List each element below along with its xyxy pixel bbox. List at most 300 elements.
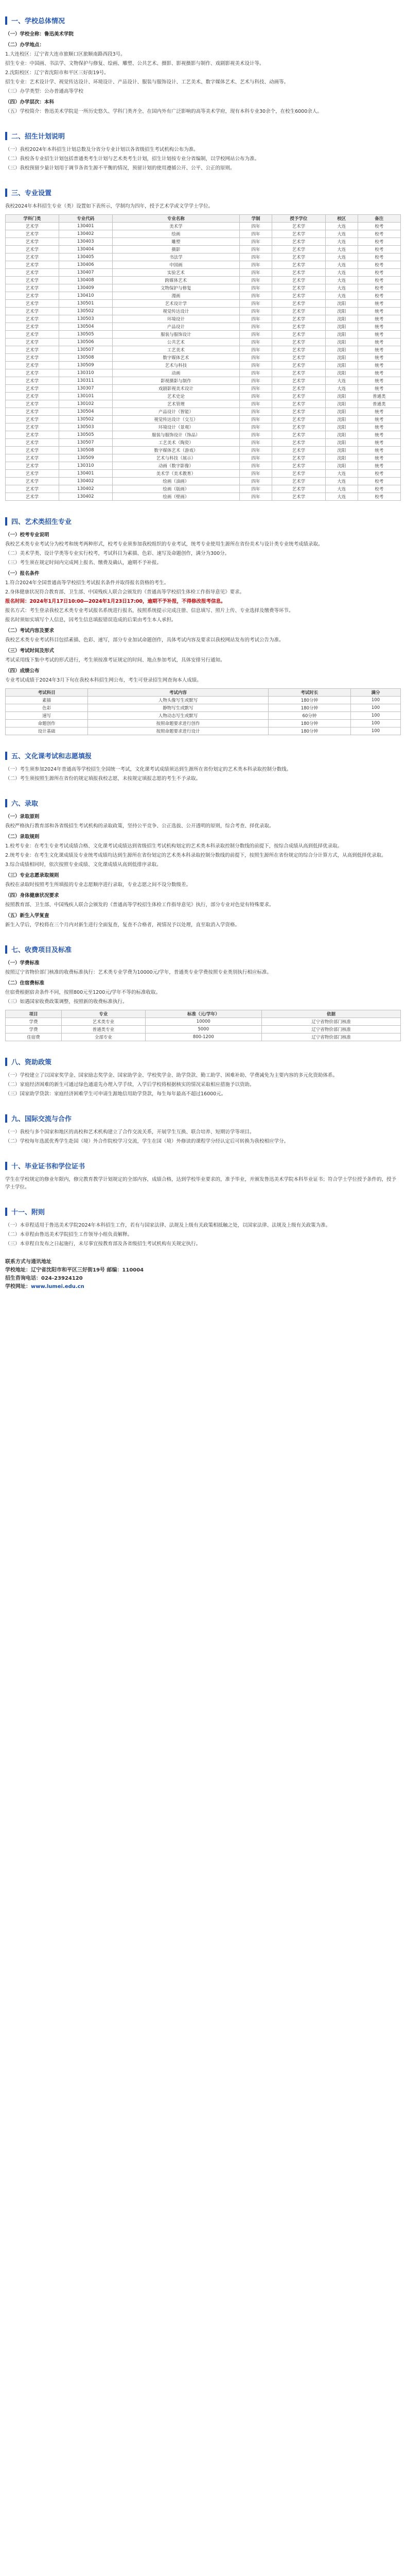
table-cell: 统考 <box>358 323 400 331</box>
paragraph: （二）我校各专业招生计划包括普通类考生计划与艺术类考生计划，招生计划按专业分省编制，以学校网站公布为准。 <box>5 156 260 162</box>
table-cell: 统考 <box>358 362 400 369</box>
paragraph: （二）录取规则 <box>5 834 40 840</box>
contact-website-label: 学校网址： <box>5 1284 31 1290</box>
table-cell: 艺术学 <box>272 315 325 323</box>
table-cell: 艺术管理 <box>112 400 239 408</box>
table-cell: 视觉传达设计 <box>112 308 239 315</box>
table-row <box>6 431 401 439</box>
section-header <box>5 516 401 526</box>
section-header <box>5 188 401 197</box>
table-cell: 艺术学 <box>272 447 325 454</box>
table-header-cell: 考试时长 <box>268 689 350 697</box>
table-cell: 艺术学 <box>6 315 59 323</box>
paragraph: （三）专业志愿录取规则 <box>5 873 59 878</box>
table-cell: 艺术与科技 <box>112 362 239 369</box>
table-cell: 180分钟 <box>268 720 350 727</box>
table-cell: 数字媒体艺术 <box>112 354 239 362</box>
paragraph: 我校在录取时按照考生所填报的专业志愿顺序进行录取，专业志愿之间不设分数级差。 <box>5 882 191 888</box>
table-header-cell: 专业 <box>62 1010 146 1018</box>
table-cell: 艺术学 <box>6 354 59 362</box>
table-cell: 沈阳 <box>325 454 358 462</box>
table-cell: 四年 <box>240 338 272 346</box>
table-cell: 180分钟 <box>268 704 350 712</box>
table-cell: 艺术学 <box>272 230 325 238</box>
paragraph: 新生入学后，学校将在三个月内对新生进行全面复查，复查不合格者，视情况予以处理，直至取消入学资格。 <box>5 922 240 928</box>
table-cell: 四年 <box>240 385 272 393</box>
table-row <box>6 261 401 269</box>
table-cell: 四年 <box>240 315 272 323</box>
table-cell: 180分钟 <box>268 697 350 704</box>
table-cell: 艺术学 <box>272 462 325 470</box>
paragraph: 考试采用线下集中考试的形式进行，考生须按准考证规定的时间、地点参加考试，具体安排另行通知。 <box>5 657 225 663</box>
table-cell: 普通类 <box>358 393 400 400</box>
table-cell: 沈阳 <box>325 439 358 447</box>
table-row <box>6 292 401 300</box>
table-cell: 艺术学 <box>6 246 59 253</box>
table-cell: 工艺美术 <box>112 346 239 354</box>
table-cell: 四年 <box>240 300 272 308</box>
table-cell: 校考 <box>358 292 400 300</box>
table-cell: 数字媒体艺术（游戏） <box>112 447 239 454</box>
paragraph: （一）校考专业说明 <box>5 532 49 538</box>
table-cell: 人物头像写生或默写 <box>88 697 268 704</box>
table-cell: 校考 <box>358 246 400 253</box>
table-cell: 文物保护与修复 <box>112 284 239 292</box>
table-cell: 100 <box>351 704 401 712</box>
table-cell: 美术学 <box>112 223 239 230</box>
table-cell: 艺术学 <box>272 470 325 478</box>
table-cell: 130404 <box>59 246 112 253</box>
paragraph: （五）新生入学复查 <box>5 913 49 919</box>
table-cell: 大连 <box>325 261 358 269</box>
section-5 <box>5 751 401 783</box>
table-cell: 130401 <box>59 470 112 478</box>
table-row <box>6 277 401 284</box>
table-cell: 130402 <box>59 478 112 485</box>
table-cell: 公共艺术 <box>112 338 239 346</box>
table-row <box>6 377 401 385</box>
table-cell: 大连 <box>325 493 358 501</box>
table-cell: 视觉传达设计（交互） <box>112 416 239 423</box>
paragraph: （四）身体健康状况要求 <box>5 893 59 899</box>
table-cell: 命题创作 <box>6 720 88 727</box>
table-cell: 艺术学 <box>6 230 59 238</box>
table-cell: 艺术学 <box>6 470 59 478</box>
table-cell: 艺术学 <box>6 292 59 300</box>
table-cell: 60分钟 <box>268 712 350 720</box>
table-cell: 大连 <box>325 269 358 277</box>
section-header <box>5 1161 401 1171</box>
table-row <box>6 230 401 238</box>
table-cell: 130401 <box>59 223 112 230</box>
table-cell: 大连 <box>325 470 358 478</box>
table-cell: 130506 <box>59 338 112 346</box>
paragraph: 报名时须如实填写个人信息，因考生信息填报错误造成的后果由考生本人承担。 <box>5 617 176 623</box>
table-cell: 100 <box>351 727 401 735</box>
table-cell: 沈阳 <box>325 315 358 323</box>
table-cell: 艺术学 <box>272 338 325 346</box>
table-header-cell: 考试内容 <box>88 689 268 697</box>
table-cell: 沈阳 <box>325 462 358 470</box>
table-cell: 沈阳 <box>325 408 358 416</box>
table-cell: 130102 <box>59 400 112 408</box>
table-cell: 四年 <box>240 362 272 369</box>
table-cell: 实验艺术 <box>112 269 239 277</box>
table-cell: 艺术学 <box>6 253 59 261</box>
table-cell: 四年 <box>240 447 272 454</box>
table-cell: 四年 <box>240 269 272 277</box>
table-cell: 四年 <box>240 454 272 462</box>
table-cell: 统考 <box>358 331 400 338</box>
table-header-cell: 学制 <box>240 215 272 223</box>
table-cell: 校考 <box>358 493 400 501</box>
section-6 <box>5 798 401 929</box>
table-cell: 辽宁省物价部门核准 <box>261 1033 400 1041</box>
table-cell: 动画 <box>112 369 239 377</box>
section-8 <box>5 1057 401 1098</box>
contact-block <box>5 1258 401 1291</box>
table-cell: 艺术学 <box>6 284 59 292</box>
table-cell: 四年 <box>240 261 272 269</box>
table-header-cell: 专业名称 <box>112 215 239 223</box>
table-row <box>6 478 401 485</box>
table-cell: 艺术学 <box>6 300 59 308</box>
table-cell: 130402 <box>59 493 112 501</box>
table-cell: 艺术学 <box>272 423 325 431</box>
table-cell: 大连 <box>325 284 358 292</box>
table-cell: 速写 <box>6 712 88 720</box>
table-row <box>6 400 401 408</box>
table-cell: 统考 <box>358 385 400 393</box>
paragraph: （三）国家助学贷款：家庭经济困难学生可申请生源地信用助学贷款，每生每年最高不超过16000元。 <box>5 1091 226 1097</box>
table-cell: 艺术学 <box>272 354 325 362</box>
table-cell: 沈阳 <box>325 416 358 423</box>
table-row <box>6 423 401 431</box>
section-title: 六、录取 <box>11 800 39 808</box>
table-row <box>6 1033 401 1041</box>
table-cell: 统考 <box>358 338 400 346</box>
table-row <box>6 704 401 712</box>
table-cell: 艺术学 <box>272 478 325 485</box>
table-cell: 艺术学 <box>272 300 325 308</box>
table-cell: 大连 <box>325 485 358 493</box>
section-header <box>5 1207 401 1216</box>
table-cell: 艺术学 <box>6 338 59 346</box>
table-row <box>6 1018 401 1026</box>
table-cell: 四年 <box>240 284 272 292</box>
table-cell: 艺术学 <box>272 393 325 400</box>
table-cell: 校考 <box>358 230 400 238</box>
section-marker-icon <box>5 945 7 954</box>
table-header-row <box>6 1010 401 1018</box>
table-cell: 艺术学 <box>272 253 325 261</box>
table-cell: 人物动态写生或默写 <box>88 712 268 720</box>
table-row <box>6 323 401 331</box>
table-cell: 艺术学 <box>6 261 59 269</box>
table-cell: 130501 <box>59 300 112 308</box>
paragraph: （三）考试时间及形式 <box>5 648 55 654</box>
table-cell: 绘画（壁画） <box>112 493 239 501</box>
paragraph: （二）美术学类、设计学类等专业实行校考，考试科目为素描、色彩、速写及命题创作，满分为300分。 <box>5 551 230 556</box>
table-cell: 100 <box>351 720 401 727</box>
table-cell: 130504 <box>59 408 112 416</box>
table-cell: 漫画 <box>112 292 239 300</box>
table-cell: 四年 <box>240 369 272 377</box>
contact-heading: 联系方式与通讯地址 <box>5 1259 51 1265</box>
table-cell: 130402 <box>59 230 112 238</box>
table-cell: 大连 <box>325 253 358 261</box>
table-cell: 四年 <box>240 292 272 300</box>
table-cell: 艺术学 <box>6 462 59 470</box>
table-cell: 艺术学 <box>272 292 325 300</box>
paragraph: （三）考生须在规定时间内完成网上报名、缴费及确认，逾期不予补报。 <box>5 560 162 566</box>
section-marker-icon <box>5 517 7 526</box>
table-row <box>6 315 401 323</box>
table-cell: 四年 <box>240 439 272 447</box>
table-cell: 130311 <box>59 377 112 385</box>
section-4 <box>5 516 401 735</box>
table-cell: 艺术学 <box>6 377 59 385</box>
table-cell: 绘画（油画） <box>112 478 239 485</box>
section-marker-icon <box>5 1058 7 1066</box>
table-cell: 沈阳 <box>325 308 358 315</box>
paragraph: （二）学校每年选派优秀学生赴国（境）外合作院校学习交流，学生在国（境）外修读的课程学分经认定后可转换为我校相应学分。 <box>5 1139 289 1144</box>
section-header <box>5 1057 401 1066</box>
table-cell: 艺术学 <box>6 369 59 377</box>
paragraph: （二）考试内容及要求 <box>5 628 55 634</box>
table-header-cell: 校区 <box>325 215 358 223</box>
section-title: 九、国际交流与合作 <box>11 1115 72 1123</box>
table-row <box>6 369 401 377</box>
table-cell: 艺术学 <box>6 269 59 277</box>
table-cell: 沈阳 <box>325 300 358 308</box>
table-cell: 100 <box>351 712 401 720</box>
table-row <box>6 1026 401 1033</box>
table-row <box>6 354 401 362</box>
table-cell: 130410 <box>59 292 112 300</box>
section-marker-icon <box>5 1162 7 1170</box>
table-cell: 130502 <box>59 308 112 315</box>
table-cell: 130408 <box>59 277 112 284</box>
table-cell: 四年 <box>240 408 272 416</box>
table-cell: 艺术学 <box>6 400 59 408</box>
table-cell: 绘画（版画） <box>112 485 239 493</box>
table-cell: 统考 <box>358 308 400 315</box>
paragraph: 1.符合2024年全国普通高等学校招生考试报名条件并取得报名资格的考生。 <box>5 580 169 586</box>
table-cell: 大连 <box>325 292 358 300</box>
table-cell: 校考 <box>358 253 400 261</box>
table-cell: 工艺美术（陶瓷） <box>112 439 239 447</box>
table-cell: 跨媒体艺术 <box>112 277 239 284</box>
table-row <box>6 331 401 338</box>
table-cell: 沈阳 <box>325 423 358 431</box>
table-row <box>6 485 401 493</box>
table-cell: 服装与服饰设计 <box>112 331 239 338</box>
table-cell: 四年 <box>240 478 272 485</box>
paragraph: （二）住宿费标准 <box>5 980 45 986</box>
table-cell: 艺术学 <box>272 369 325 377</box>
table-row <box>6 346 401 354</box>
table-row <box>6 393 401 400</box>
table-cell: 校考 <box>358 478 400 485</box>
table-cell: 艺术学 <box>272 323 325 331</box>
section-header <box>5 15 401 25</box>
table-cell: 校考 <box>358 261 400 269</box>
table-cell: 统考 <box>358 423 400 431</box>
paragraph: （二）办学地点： <box>5 42 45 48</box>
paragraph: 我校严格执行教育部和各省级招生考试机构的录取政策，坚持公平竞争、公正选拔、公开透明的原则，综合考查、择优录取。 <box>5 823 274 829</box>
contact-website-link[interactable]: www.lumei.edu.cn <box>31 1284 84 1290</box>
table-cell: 130509 <box>59 454 112 462</box>
paragraph: （一）学校建立了以国家奖学金、国家励志奖学金、国家助学金、学校奖学金、助学贷款、勤工助学、困难补助、学费减免为主要内容的多元化资助体系。 <box>5 1073 338 1078</box>
table-cell: 大连 <box>325 246 358 253</box>
table-cell: 沈阳 <box>325 338 358 346</box>
table-cell: 校考 <box>358 269 400 277</box>
paragraph: （一）我校2024年本科招生计划总数及分省分专业计划以各省级招生考试机构公布为准。 <box>5 147 199 152</box>
table-cell: 130409 <box>59 284 112 292</box>
table-cell: 130508 <box>59 354 112 362</box>
table-cell: 艺术学 <box>6 478 59 485</box>
table-cell: 统考 <box>358 300 400 308</box>
table-cell: 130310 <box>59 369 112 377</box>
table-row <box>6 308 401 315</box>
table-cell: 艺术学 <box>6 431 59 439</box>
table-cell: 艺术学 <box>6 277 59 284</box>
table-cell: 统考 <box>358 454 400 462</box>
table-cell: 艺术学 <box>272 269 325 277</box>
table-cell: 130101 <box>59 393 112 400</box>
table-cell: 书法学 <box>112 253 239 261</box>
table-cell: 四年 <box>240 223 272 230</box>
table-row <box>6 720 401 727</box>
table-header-cell: 满分 <box>351 689 401 697</box>
table-cell: 辽宁省物价部门核准 <box>261 1026 400 1033</box>
table-cell: 四年 <box>240 393 272 400</box>
table-row <box>6 493 401 501</box>
contact-phone: 招生咨询电话：024-23924120 <box>5 1276 83 1281</box>
paragraph: 我校艺术类专业考试科目包括素描、色彩、速写，部分专业加试命题创作，具体考试内容及要求以我校网站发布的考试公告为准。 <box>5 637 284 643</box>
paragraph: 按照辽宁省物价部门核准的收费标准执行：艺术类专业学费为10000元/学年，普通类专业学费按照专业类别执行相应标准。 <box>5 970 272 975</box>
section-header <box>5 1113 401 1123</box>
section-title: 十一、附则 <box>11 1209 45 1216</box>
table-row <box>6 727 401 735</box>
table-cell: 四年 <box>240 238 272 246</box>
table-row <box>6 385 401 393</box>
section-header <box>5 798 401 808</box>
section-1 <box>5 15 401 115</box>
table-cell: 艺术学 <box>6 393 59 400</box>
table-cell: 学费 <box>6 1018 62 1026</box>
table-cell: 大连 <box>325 385 358 393</box>
table-cell: 艺术学 <box>272 431 325 439</box>
table-row <box>6 697 401 704</box>
table-cell: 艺术学 <box>6 454 59 462</box>
paragraph: （二）本章程由鲁迅美术学院招生工作领导小组负责解释。 <box>5 1232 133 1238</box>
table-cell: 沈阳 <box>325 400 358 408</box>
section-title: 五、文化课考试和志愿填报 <box>11 753 92 760</box>
table-cell: 艺术与科技（展示） <box>112 454 239 462</box>
section-marker-icon <box>5 1114 7 1123</box>
table-header-cell: 专业代码 <box>59 215 112 223</box>
contact-website-line <box>5 1283 401 1291</box>
table-cell: 产品设计 <box>112 323 239 331</box>
section-title: 七、收费项目及标准 <box>11 946 72 954</box>
table-cell: 800-1200 <box>145 1033 261 1041</box>
paragraph: 按照教育部、卫生部、中国残疾人联合会颁发的《普通高等学校招生体检工作指导意见》执行，部分专业对色觉有特殊要求。 <box>5 902 274 908</box>
section-9 <box>5 1113 401 1145</box>
paragraph: （一）报名条件 <box>5 571 40 577</box>
table-cell: 统考 <box>358 447 400 454</box>
section-3 <box>5 188 401 501</box>
table-row <box>6 470 401 478</box>
table-row <box>6 223 401 230</box>
table-cell: 四年 <box>240 253 272 261</box>
table-row <box>6 462 401 470</box>
table-cell: 统考 <box>358 416 400 423</box>
section-11 <box>5 1207 401 1248</box>
table-cell: 产品设计（智能） <box>112 408 239 416</box>
paragraph: 2.统考专业：在考生文化课成绩及专业统考成绩均达到生源所在省份划定的艺术类本科录取控制分数线的前提下，按照生源所在省份规定的综合分计算方式，从高到低择优录取。 <box>5 853 386 858</box>
table-cell: 四年 <box>240 323 272 331</box>
table-cell: 130504 <box>59 323 112 331</box>
paragraph: 3.综合成绩相同时，依次按照专业成绩、文化课成绩从高到低排序录取。 <box>5 862 162 868</box>
table-cell: 艺术学 <box>272 277 325 284</box>
section-title: 二、招生计划说明 <box>11 133 65 141</box>
table-cell: 大连 <box>325 277 358 284</box>
paragraph: （一）本章程适用于鲁迅美术学院2024年本科招生工作，若有与国家法律、法规及上级有关政策相抵触之处，以国家法律、法规及上级有关政策为准。 <box>5 1223 331 1228</box>
paragraph: （二）家庭经济困难的新生可通过绿色通道先办理入学手续，入学后学校将根据核实的情况采取相应措施予以资助。 <box>5 1082 255 1088</box>
table-row <box>6 238 401 246</box>
table-cell: 130509 <box>59 362 112 369</box>
table-cell: 绘画 <box>112 230 239 238</box>
table-cell: 艺术学 <box>272 439 325 447</box>
table-cell: 130507 <box>59 439 112 447</box>
table-cell: 动画（数字影像） <box>112 462 239 470</box>
table-cell: 艺术类专业 <box>62 1018 146 1026</box>
table-row <box>6 408 401 416</box>
paragraph: 1.大连校区：辽宁省大连市旅顺口区旅顺南路西段3号。 <box>5 52 126 57</box>
table-cell: 摄影 <box>112 246 239 253</box>
paragraph: （五）学校简介：鲁迅美术学院是一所历史悠久、学科门类齐全、在国内外有广泛影响的高等美术学府，现有本科专业30余个，在校生6000余人。 <box>5 109 322 114</box>
section-title: 一、学校总体情况 <box>11 18 65 25</box>
table-cell: 艺术学 <box>272 261 325 269</box>
table-cell: 住宿费 <box>6 1033 62 1041</box>
table-cell: 美术学（美术教育） <box>112 470 239 478</box>
table-cell: 按照命题要求进行设计 <box>88 727 268 735</box>
table-cell: 艺术学 <box>272 238 325 246</box>
table-cell: 统考 <box>358 354 400 362</box>
table-cell: 普通类专业 <box>62 1026 146 1033</box>
table-cell: 130405 <box>59 253 112 261</box>
table-cell: 艺术学 <box>272 485 325 493</box>
table-cell: 校考 <box>358 223 400 230</box>
table-cell: 沈阳 <box>325 393 358 400</box>
table-cell: 沈阳 <box>325 362 358 369</box>
table-row <box>6 439 401 447</box>
section-10 <box>5 1161 401 1191</box>
section-title: 八、资助政策 <box>11 1059 52 1066</box>
paragraph: 2.身体健康状况符合教育部、卫生部、中国残疾人联合会颁发的《普通高等学校招生体检工作指导意见》要求。 <box>5 589 245 595</box>
table-cell: 130505 <box>59 431 112 439</box>
table-header-cell: 标准（元/学年） <box>145 1010 261 1018</box>
paragraph: （一）考生须参加2024年普通高等学校招生全国统一考试，文化课考试成绩须达到生源所在省份划定的艺术类本科录取控制分数线。 <box>5 767 292 772</box>
table-cell: 艺术学 <box>6 346 59 354</box>
paragraph: （三）我校预留少量计划用于调节各省生源不平衡的情况，预留计划的使用遵循公开、公平、公正的原则。 <box>5 165 235 171</box>
table-cell: 四年 <box>240 377 272 385</box>
table-row <box>6 300 401 308</box>
section-marker-icon <box>5 132 7 140</box>
table-header-cell: 学科门类 <box>6 215 59 223</box>
